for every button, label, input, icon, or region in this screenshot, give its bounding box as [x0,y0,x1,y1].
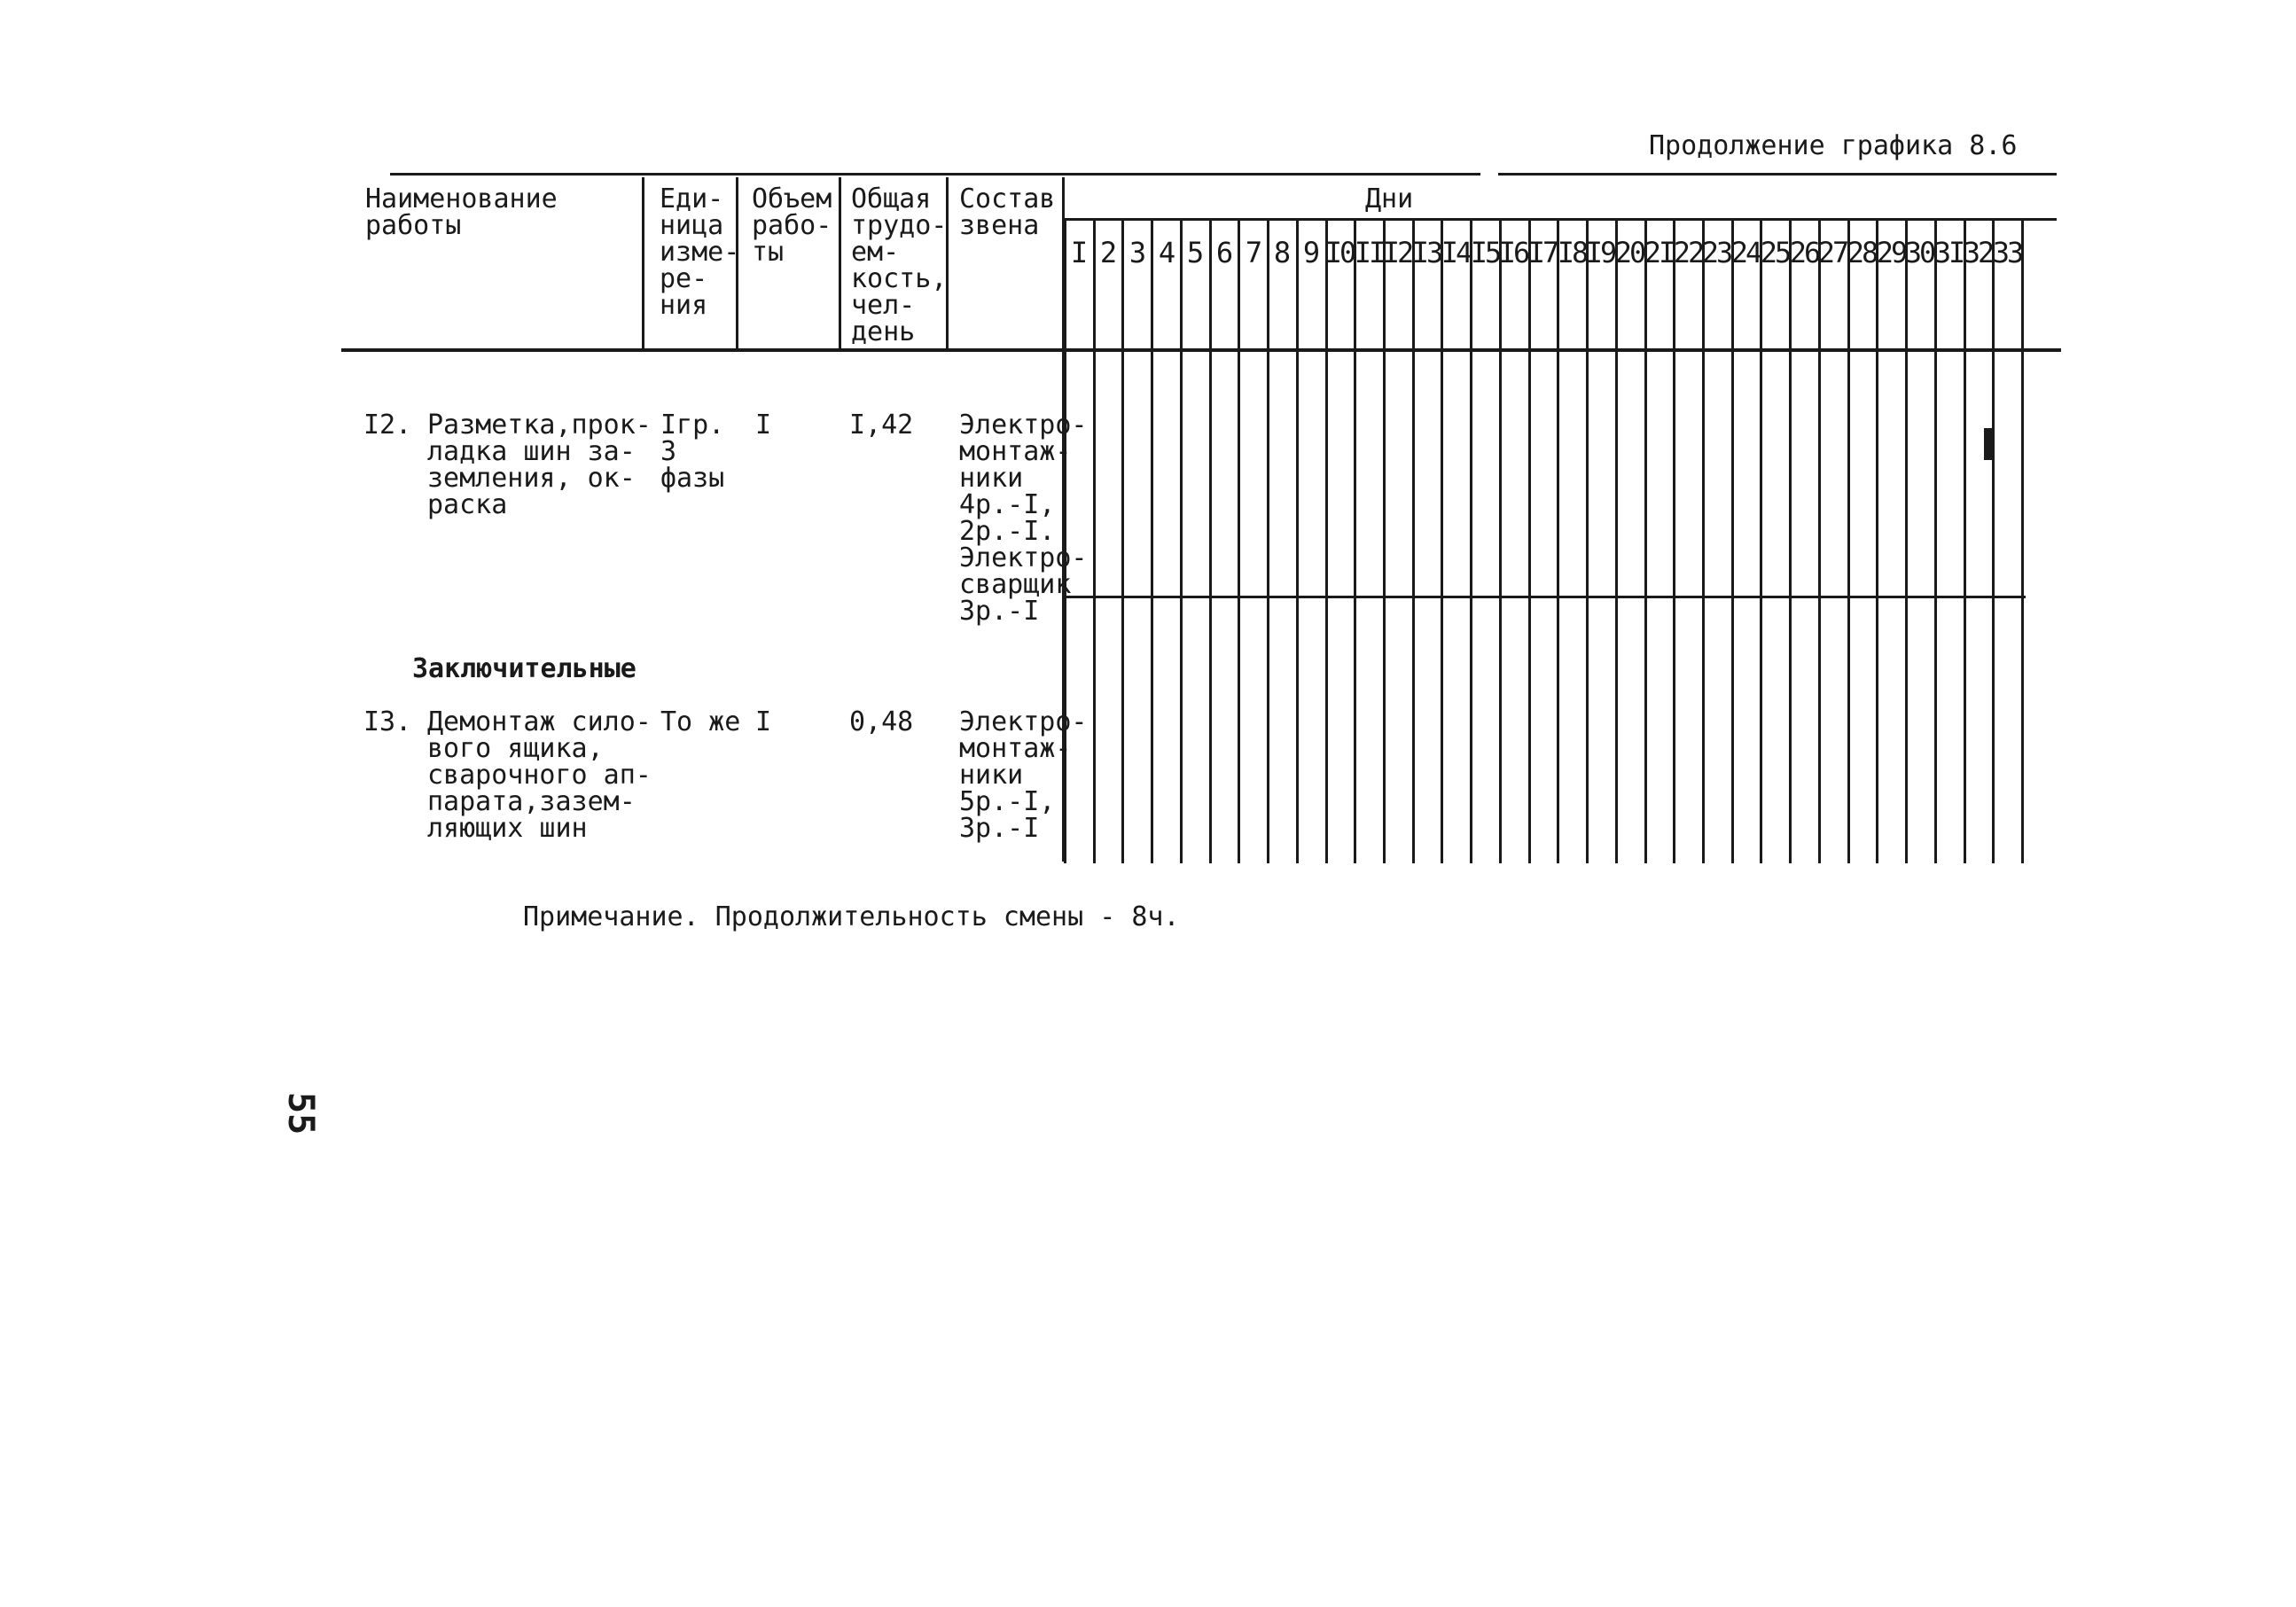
day-number: II [1354,236,1384,269]
day-number: 4 [1158,236,1174,269]
row-unit-line: Iгр. [660,410,725,441]
day-number: 3 [1128,236,1144,269]
row-unit-line: фазы [660,463,725,494]
day-grid-line [1528,221,1531,863]
day-number: 24 [1730,236,1761,269]
day-grid-line [1673,221,1675,863]
section-heading: Заключительные [412,653,636,684]
row-name-line: ляющих шин [427,813,588,844]
day-grid-line [1557,221,1559,863]
top-rule-right [1498,173,2057,176]
header-crew-line: звена [959,210,1040,241]
header-days: Дни [1365,183,1414,215]
row-unit: То же [660,706,741,737]
row-name-line: Демонтаж сило- [427,706,652,737]
header-unit-line: изме- [660,237,740,268]
day-grid-line [1847,221,1850,863]
row-name [427,706,652,844]
day-number: I6 [1498,236,1528,269]
row-crew-line: 5р.-I, [959,786,1056,817]
day-grid-line [1267,221,1269,863]
day-grid-line [1151,221,1153,863]
header-name-line: работы [365,210,462,241]
day-number: 7 [1245,236,1261,269]
day-grid-line [1470,221,1472,863]
row-name-line: вого ящика, [427,733,604,764]
header-volume [752,183,832,268]
header-unit-line: ния [660,290,708,321]
day-number: I8 [1557,236,1587,269]
row-crew-line: 2р.-I. [959,516,1056,547]
row-crew [959,706,1088,844]
header-labor-line: Общая [851,183,932,215]
schedule-bar [1984,428,1995,460]
day-grid-line [1644,221,1647,863]
day-grid-line [1818,221,1821,863]
day-grid-line [1702,221,1705,863]
header-labor [851,183,948,347]
day-grid-line [1992,221,1995,863]
row-number: I3. [363,706,412,737]
day-number: 28 [1847,236,1877,269]
day-grid-line [1499,221,1502,863]
day-grid-line [1731,221,1734,863]
header-volume-line: ты [752,237,785,268]
row-name [427,412,652,519]
day-grid-line [1789,221,1792,863]
row-crew [959,412,1088,625]
row-unit-line: 3 [660,436,677,467]
header-labor-line: кость, [851,263,948,294]
row-name-line: парата,зазем- [427,786,636,817]
day-grid-line [1093,221,1096,863]
day-number: 33 [1992,236,2022,269]
row-volume: I [755,706,772,737]
row-crew-line: 4р.-I, [959,489,1056,520]
day-number: 2I [1644,236,1674,269]
row-name-line: сварочного ап- [427,760,652,791]
day-grid-line [1180,221,1183,863]
day-number: I0 [1324,236,1355,269]
day-grid-line [2021,221,2024,863]
header-volume-line: рабо- [752,210,832,241]
row-crew-line: монтаж- [959,733,1072,764]
day-grid-line [1586,221,1589,863]
row-crew-line: сварщик [959,569,1072,600]
day-grid-line [1383,221,1386,863]
day-number: 20 [1614,236,1644,269]
day-grid-line [1238,221,1240,863]
row-crew-line: Электро- [959,706,1088,737]
row-divider [1064,596,2026,598]
day-number: 2 [1099,236,1115,269]
day-grid-line [1441,221,1443,863]
footnote: Примечание. Продолжительность смены - 8ч. [523,901,1180,932]
day-number: 30 [1904,236,1934,269]
day-grid-line [1296,221,1299,863]
col-sep-unit [642,177,644,351]
day-number: 25 [1760,236,1790,269]
row-volume: I [755,410,772,441]
header-crew [959,183,1056,241]
header-name-line: Наименование [365,183,558,215]
day-grid-line [1121,221,1124,863]
day-grid-line [1876,221,1878,863]
row-name-line: ладка шин за- [427,436,636,467]
header-volume-line: Объем [752,183,832,215]
day-grid-line [1615,221,1618,863]
header-name [365,183,558,241]
row-number: I2. [363,410,412,441]
day-number: I9 [1585,236,1615,269]
row-labor: I,42 [849,410,914,441]
day-number: 29 [1876,236,1906,269]
row-name-line: раска [427,489,508,520]
row-crew-line: Электро- [959,410,1088,441]
header-unit-line: ница [660,210,724,241]
day-grid-line [1934,221,1937,863]
row-crew-line: монтаж- [959,436,1072,467]
table-caption: Продолжение графика 8.6 [1649,130,2018,161]
day-number: 5 [1186,236,1202,269]
row-labor: 0,48 [849,706,914,737]
row-name-line: Разметка,прок- [427,410,652,441]
header-labor-line: ем- [851,237,900,268]
row-crew-line: 3р.-I [959,813,1040,844]
row-crew-line: 3р.-I [959,596,1040,627]
day-number: 26 [1789,236,1819,269]
day-number: I7 [1527,236,1558,269]
row-unit [660,412,724,492]
day-grid-line [1354,221,1356,863]
day-number: 3I [1933,236,1964,269]
day-number: 22 [1673,236,1703,269]
row-crew-line: ники [959,760,1024,791]
header-bottom-rule [341,348,2061,352]
header-labor-line: трудо- [851,210,948,241]
day-number: 8 [1273,236,1289,269]
header-crew-line: Состав [959,183,1056,215]
days-header-rule [1064,218,2057,221]
day-number: I3 [1411,236,1441,269]
header-unit-line: ре- [660,263,708,294]
page-number: 55 [280,1092,321,1135]
day-grid-line [1325,221,1328,863]
day-grid-line [1209,221,1212,863]
day-number: I4 [1441,236,1471,269]
header-labor-line: день [851,316,916,347]
row-crew-line: ники [959,463,1024,494]
header-labor-line: чел- [851,290,916,321]
day-grid-line [1964,221,1966,863]
day-number: 27 [1817,236,1847,269]
day-number: I [1070,236,1086,269]
day-number: 6 [1215,236,1231,269]
row-name-line: земления, ок- [427,463,636,494]
day-number: I2 [1382,236,1412,269]
day-grid-line [1760,221,1762,863]
row-crew-line: Электро- [959,542,1088,573]
top-rule [390,173,1480,176]
day-number: I5 [1470,236,1500,269]
day-number: 32 [1963,236,1993,269]
header-unit-line: Еди- [660,183,724,215]
day-grid-line [1905,221,1908,863]
col-sep-labor [839,177,841,351]
day-number: 23 [1701,236,1731,269]
header-unit [660,183,740,321]
day-number: 9 [1302,236,1318,269]
day-grid-line [1412,221,1415,863]
